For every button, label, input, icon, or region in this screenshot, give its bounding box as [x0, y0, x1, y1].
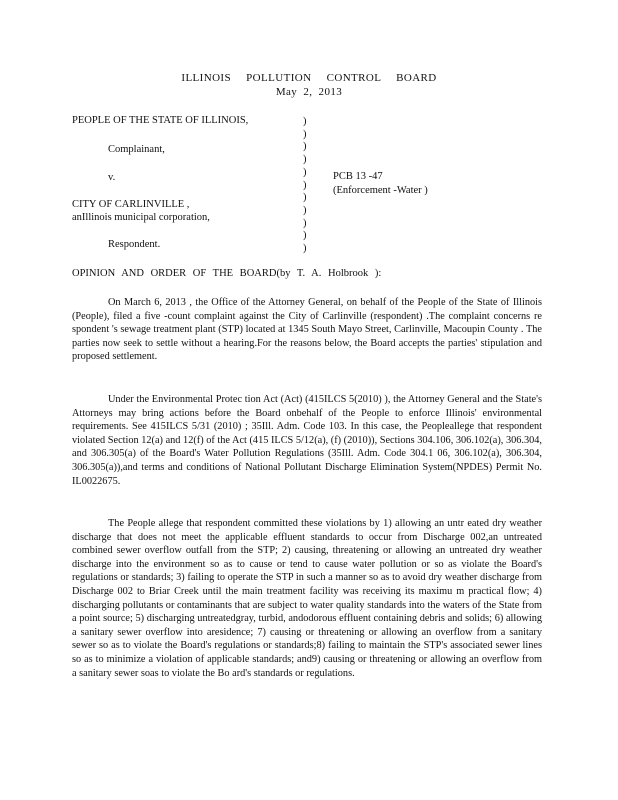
paren: ) — [303, 217, 307, 229]
paren: ) — [303, 204, 307, 216]
decision-date: May 2, 2013 — [275, 86, 343, 98]
defendant-description: anIllinois municipal corporation, — [72, 212, 210, 223]
opinion-paragraph: On March 6, 2013 , the Office of the Attorney General, on behalf of the People of the State of Illinois (People), filed a five -count complaint against the City of Carlinville (respondent) .The complaint concerns re spondent 's sewage treatment plant (STP) located at 1345 South Mayo Street, Carlinville, Macoupin County . The parties now seek to settle without a hearing.For the reasons below, the Board accepts the parties' stipulation and proposed settlement. — [72, 297, 542, 363]
paren: ) — [303, 230, 307, 242]
paren: ) — [303, 192, 307, 204]
respondent-label: Respondent. — [108, 239, 161, 250]
plaintiff-name: PEOPLE OF THE STATE OF ILLINOIS, — [72, 115, 249, 126]
opinion-title: OPINION AND ORDER OF THE BOARD(by T. A. Holbrook ): — [72, 268, 382, 279]
complainant-label: Complainant, — [108, 144, 165, 155]
versus-label: v. — [108, 172, 116, 183]
paren: ) — [303, 166, 307, 178]
caption-parentheses — [303, 116, 313, 256]
defendant-name: CITY OF CARLINVILLE , — [72, 199, 190, 210]
paren: ) — [303, 179, 307, 191]
paren: ) — [303, 116, 307, 127]
case-number: PCB 13 -47 — [333, 171, 383, 182]
board-title: ILLINOIS POLLUTION CONTROL BOARD — [181, 72, 437, 84]
paren: ) — [303, 243, 307, 255]
opinion-paragraph: Under the Environmental Protec tion Act (Act) (415ILCS 5(2010) ), the Attorney General and the State's Attorneys may bring actions before the Board onbehalf of the People to enforce Illinois' environmental requirements. See 415ILCS 5/31 (2010) ; 35Ill. Adm. Code 103. In this case, the Peopleallege that respondent violated Section 12(a) and 12(f) of the Act (415 ILCS 5/12(a), (f) (2010)), Sections 304.106, 306.102(a), 306.304, and 306.305(a) of the Board's Water Pollution Regulations (35Ill. Adm. Code 304.1 06, 306.102(a), 306.304, 306.305(a)),and terms and conditions of National Pollutant Discharge Elimination System(NPDES) Permit No. IL0022675. — [72, 394, 542, 487]
case-type: (Enforcement -Water ) — [333, 185, 428, 196]
opinion-paragraph: The People allege that respondent committed these violations by 1) allowing an untr eated dry weather discharge that does not meet the applicable effluent standards to occur from Discharge 002,an untreated combined sewer overflow outfall from the STP; 2) causing, threatening or allowing an untreated dry weather discharge into the environment so as to cause or tend to cause water pollution or so as violate the Board's regulations or standards; 3) failing to operate the STP in such a manner so as to avoid dry weather discharge from Discharge 002 to Briar Creek until the main treatment facility was receiving its maximu m practical flow; 4) discharging pollutants or contaminants that are subject to water quality standards into the waters of the State from a point source; 5) discharging untreatedgray, turbid, andodorous effluent containing debris and solids; 6) allowing a sanitary sewer overflow into aresidence; 7) causing or threatening or allowing an overflow from a sanitary sewer so as to violate the Board's regulations or standards;8) failing to maintain the STP's associated sewer lines so as to minimize a violation of applicable standards; and9) causing or threatening or allowing an overflow from a sanitary sewer soas to violate the Bo ard's standards or regulations. — [72, 518, 542, 679]
paren: ) — [303, 154, 307, 166]
paren: ) — [303, 128, 307, 140]
paren: ) — [303, 141, 307, 153]
